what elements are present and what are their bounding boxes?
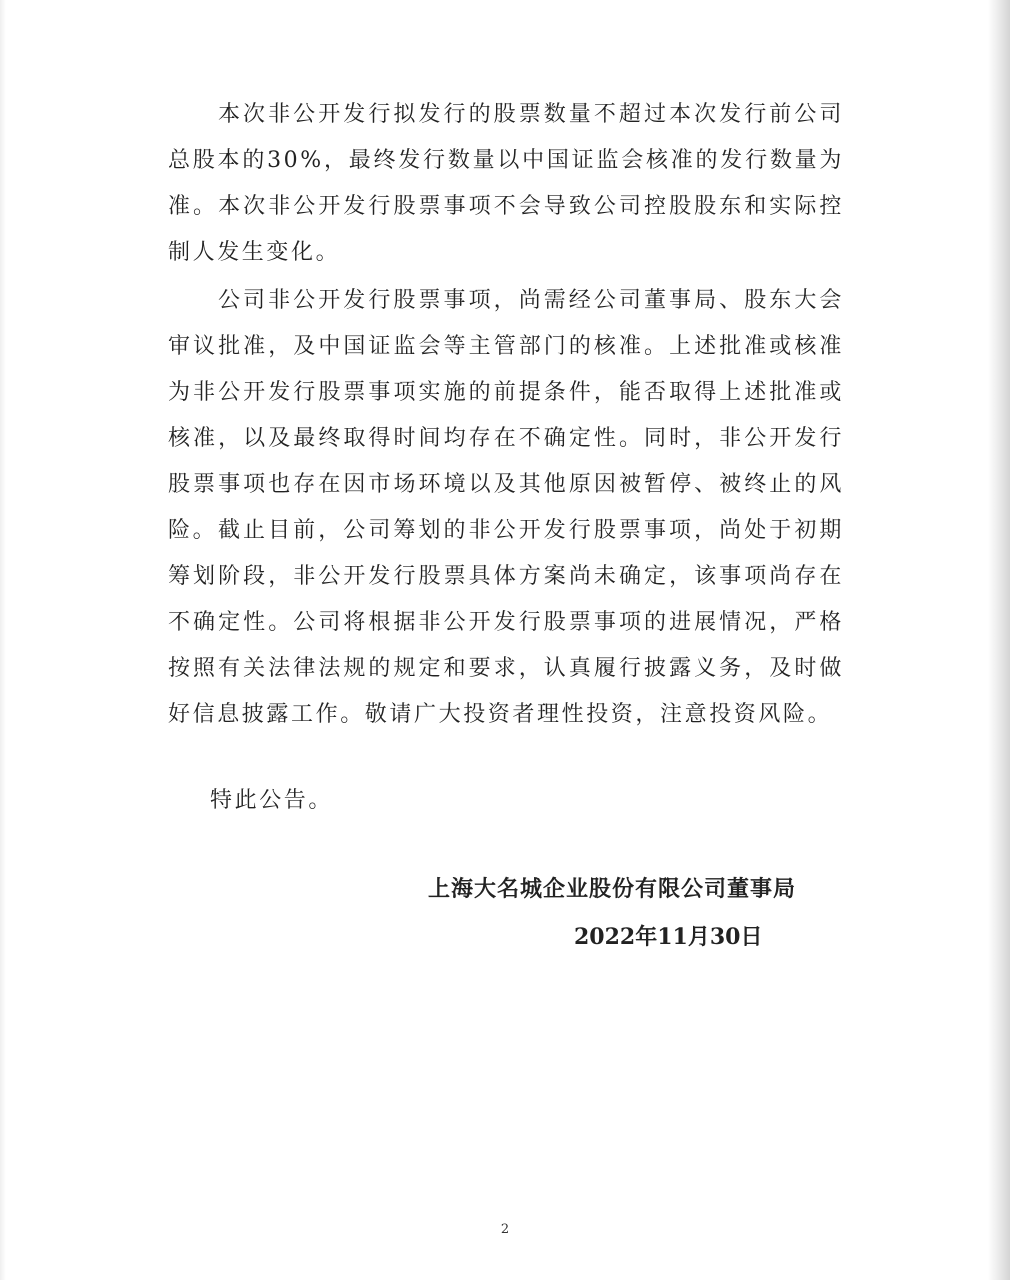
board-signature: 上海大名城企业股份有限公司董事局 xyxy=(428,876,797,902)
paragraph-share-issuance-quantity: 本次非公开发行拟发行的股票数量不超过本次发行前公司总股本的30%，最终发行数量以中国证监会核准的发行数量为准。本次非公开发行股票事项不会导致公司控股股东和实际控制人发生变化。 xyxy=(168,102,844,265)
page-right-edge xyxy=(988,0,1010,1280)
announcement-date: 2022年11月30日 xyxy=(574,924,763,950)
paragraph-approval-requirements: 公司非公开发行股票事项，尚需经公司董事局、股东大会审议批准，及中国证监会等主管部门的核准。上述批准或核准为非公开发行股票事项实施的前提条件，能否取得上述批准或核准，以及最终取得时间均存在不确定性。同时，非公开发行股票事项也存在因市场环境以及其他原因被暂停、被终止的风险。 xyxy=(168,288,844,543)
page-left-edge xyxy=(0,0,6,1280)
closing-statement: 特此公告。 xyxy=(210,788,334,813)
page-number: 2 xyxy=(500,1222,510,1237)
paragraph-current-status: 截止目前，公司筹划的非公开发行股票事项，尚处于初期筹划阶段，非公开发行股票具体方案尚未确定，该事项尚存在不确定性。公司将根据非公开发行股票事项的进展情况，严格按照有关法律法规的规定和要求，认真履行披露义务，及时做好信息披露工作。敬请广大投资者理性投资，注意投资风险。 xyxy=(168,518,844,727)
